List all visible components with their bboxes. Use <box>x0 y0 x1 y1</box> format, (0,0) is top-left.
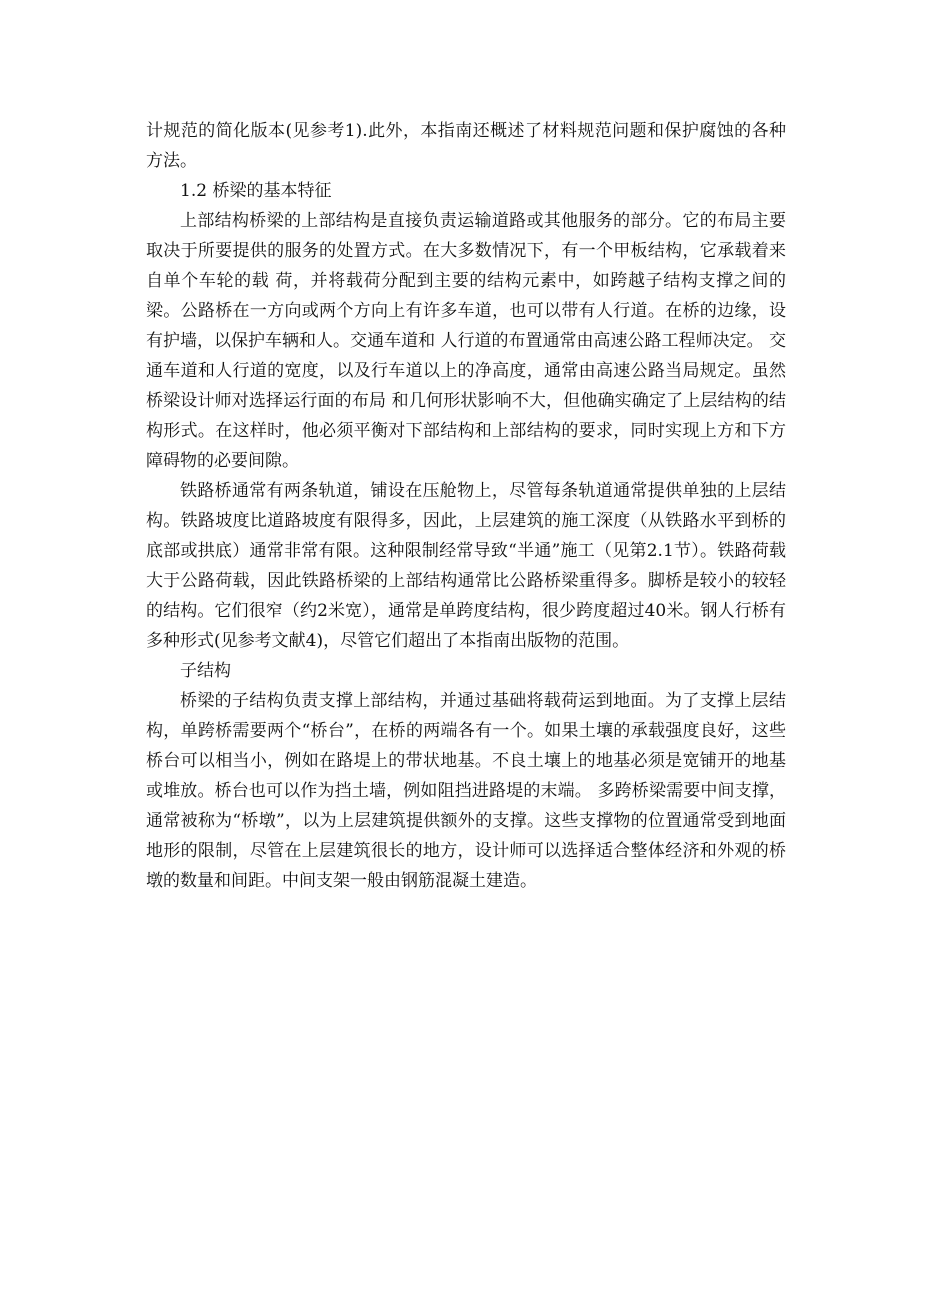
paragraph-intro-continuation: 计规范的简化版本(见参考1).此外，本指南还概述了材料规范问题和保护腐蚀的各种方法。 <box>146 121 786 171</box>
paragraph-railway-bridges: 铁路桥通常有两条轨道，铺设在压舱物上，尽管每条轨道通常提供单独的上层结构。铁路坡度比道路坡度有限得多，因此，上层建筑的施工深度（从铁路水平到桥的底部或拱底）通常非常有限。这种限制经常导致“半通”施工（见第2.1节）。铁路荷载大于公路荷载，因此铁路桥梁的上部结构通常比公路桥梁重得多。脚桥是较小的较轻的结构。它们很窄（约2米宽），通常是单跨度结构，很少跨度超过40米。钢人行桥有多种形式(见参考文献4)，尽管它们超出了本指南出版物的范围。 <box>146 481 786 651</box>
paragraph-substructure: 桥梁的子结构负责支撑上部结构，并通过基础将载荷运到地面。为了支撑上层结构，单跨桥需要两个“桥台”，在桥的两端各有一个。如果土壤的承载强度良好，这些桥台可以相当小，例如在路堤上的带状地基。不良土壤上的地基必须是宽铺开的地基或堆放。桥台也可以作为挡土墙，例如阻挡进路堤的末端。 多跨桥梁需要中间支撑，通常被称为“桥墩”，以为上层建筑提供额外的支撑。这些支撑物的位置通常受到地面地形的限制，尽管在上层建筑很长的地方，设计师可以选择适合整体经济和外观的桥墩的数量和间距。中间支架一般由钢筋混凝土建造。 <box>146 691 786 891</box>
document-page <box>146 116 786 896</box>
paragraph-superstructure: 上部结构桥梁的上部结构是直接负责运输道路或其他服务的部分。它的布局主要取决于所要提供的服务的处置方式。在大多数情况下，有一个甲板结构，它承载着来自单个车轮的载 荷，并将载荷分配到主要的结构元素中，如跨越子结构支撑之间的梁。公路桥在一方向或两个方向上有许多车道，也可以带有人行道。在桥的边缘，设有护墙，以保护车辆和人。交通车道和 人行道的布置通常由高速公路工程师决定。 交通车道和人行道的宽度，以及行车道以上的净高度，通常由高速公路当局规定。虽然桥梁设计师对选择运行面的布局 和几何形状影响不大，但他确实确定了上层结构的结构形式。在这样时，他必须平衡对下部结构和上部结构的要求，同时实现上方和下方障碍物的必要间隙。 <box>146 211 786 471</box>
section-heading-substructure: 子结构 <box>180 661 231 681</box>
section-heading-1-2: 1.2 桥梁的基本特征 <box>180 181 332 201</box>
